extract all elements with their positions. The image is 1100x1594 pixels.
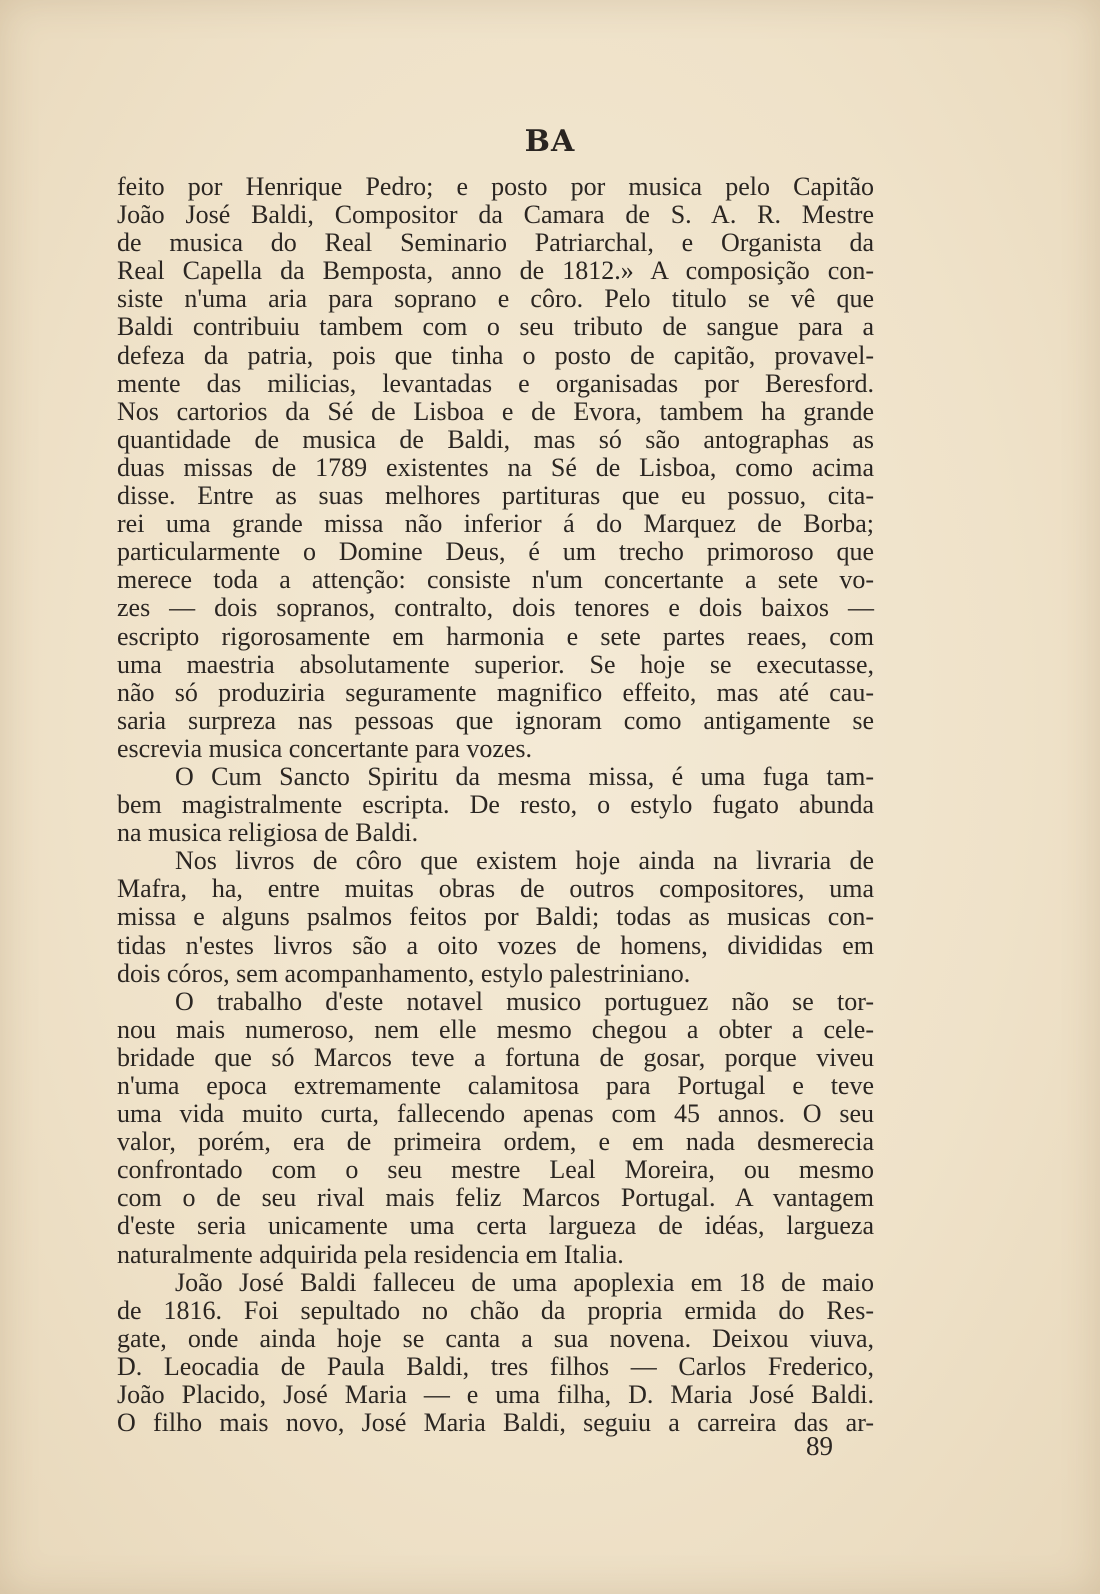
text-line: gate, onde ainda hoje se canta a sua novena. Deixou viuva, [117, 1323, 874, 1353]
text-line: de musica do Real Seminario Patriarchal, e Organista da [117, 228, 874, 258]
text-line: n'uma epoca extremamente calamitosa para Portugal e teve [117, 1071, 874, 1100]
text-line: com o de seu rival mais feliz Marcos Portugal. A vantagem [117, 1183, 874, 1213]
running-head: BA [524, 124, 576, 159]
text-line: valor, porém, era de primeira ordem, e em nada desmerecia [117, 1127, 874, 1157]
text-line: Nos cartorios da Sé de Lisboa e de Evora, tambem ha grande [117, 396, 874, 426]
text-line: missa e alguns psalmos feitos por Baldi; todas as musicas con- [117, 902, 874, 932]
text-line: O Cum Sancto Spiritu da mesma missa, é uma fuga tam- [175, 761, 874, 791]
text-line: bridade que só Marcos teve a fortuna de gosar, porque viveu [117, 1042, 874, 1072]
text-line: João José Baldi, Compositor da Camara de S. A. R. Mestre [117, 200, 874, 230]
text-line: duas missas de 1789 existentes na Sé de Lisboa, como acima [117, 452, 874, 482]
text-line: dois córos, sem acompanhamento, estylo palestriniano. [117, 958, 691, 988]
text-line: João Placido, José Maria — e uma filha, D. Maria José Baldi. [117, 1380, 874, 1410]
text-line: zes — dois sopranos, contralto, dois tenores e dois baixos — [117, 593, 874, 623]
text-line: Real Capella da Bemposta, anno de 1812.» A composição con- [117, 256, 874, 286]
text-line: feito por Henrique Pedro; e posto por musica pelo Capitão [117, 172, 874, 201]
text-line: D. Leocadia de Paula Baldi, tres filhos — Carlos Frederico, [117, 1351, 874, 1381]
text-line: tidas n'estes livros são a oito vozes de homens, divididas em [117, 930, 874, 960]
text-line: rei uma grande missa não inferior á do Marquez de Borba; [117, 509, 874, 539]
text-line: Mafra, ha, entre muitas obras de outros compositores, uma [117, 874, 874, 904]
body-text [117, 173, 874, 1437]
text-line: João José Baldi falleceu de uma apoplexia em 18 de maio [175, 1267, 874, 1297]
text-line: Baldi contribuiu tambem com o seu tributo de sangue para a [117, 312, 874, 342]
text-line: escripto rigorosamente em harmonia e sete partes reaes, com [117, 621, 874, 651]
text-line: naturalmente adquirida pela residencia em Italia. [117, 1239, 624, 1269]
text-line: nou mais numeroso, nem elle mesmo chegou a obter a cele- [117, 1014, 874, 1044]
text-line: na musica religiosa de Baldi. [117, 818, 419, 848]
text-line: uma vida muito curta, fallecendo apenas com 45 annos. O seu [117, 1099, 874, 1129]
text-line: merece toda a attenção: consiste n'um concertante a sete vo- [117, 565, 874, 595]
text-line: d'este seria unicamente uma certa largueza de idéas, largueza [117, 1211, 874, 1241]
text-line: mente das milicias, levantadas e organisadas por Beresford. [117, 368, 874, 398]
text-line: saria surpreza nas pessoas que ignoram como antigamente se [117, 705, 874, 735]
text-line: O trabalho d'este notavel musico portuguez não se tor- [175, 986, 874, 1016]
page-number: 89 [806, 1431, 833, 1461]
text-line: particularmente o Domine Deus, é um trecho primoroso que [117, 537, 874, 567]
text-line: siste n'uma aria para soprano e côro. Pelo titulo se vê que [117, 284, 874, 314]
text-line: quantidade de musica de Baldi, mas só são antographas as [117, 424, 874, 454]
text-line: escrevia musica concertante para vozes. [117, 733, 533, 763]
text-line: bem magistralmente escripta. De resto, o estylo fugato abunda [117, 790, 874, 820]
text-line: não só produziria seguramente magnifico effeito, mas até cau- [117, 677, 874, 707]
text-line: O filho mais novo, José Maria Baldi, seguiu a carreira das ar- [117, 1408, 874, 1438]
text-line: defeza da patria, pois que tinha o posto de capitão, provavel- [117, 340, 874, 370]
text-line: confrontado com o seu mestre Leal Moreira, ou mesmo [117, 1155, 874, 1185]
text-line: de 1816. Foi sepultado no chão da propria ermida do Res- [117, 1295, 874, 1325]
text-line: Nos livros de côro que existem hoje ainda na livraria de [175, 846, 874, 876]
text-line: disse. Entre as suas melhores partituras que eu possuo, cita- [117, 481, 874, 511]
text-line: uma maestria absolutamente superior. Se hoje se executasse, [117, 649, 874, 679]
